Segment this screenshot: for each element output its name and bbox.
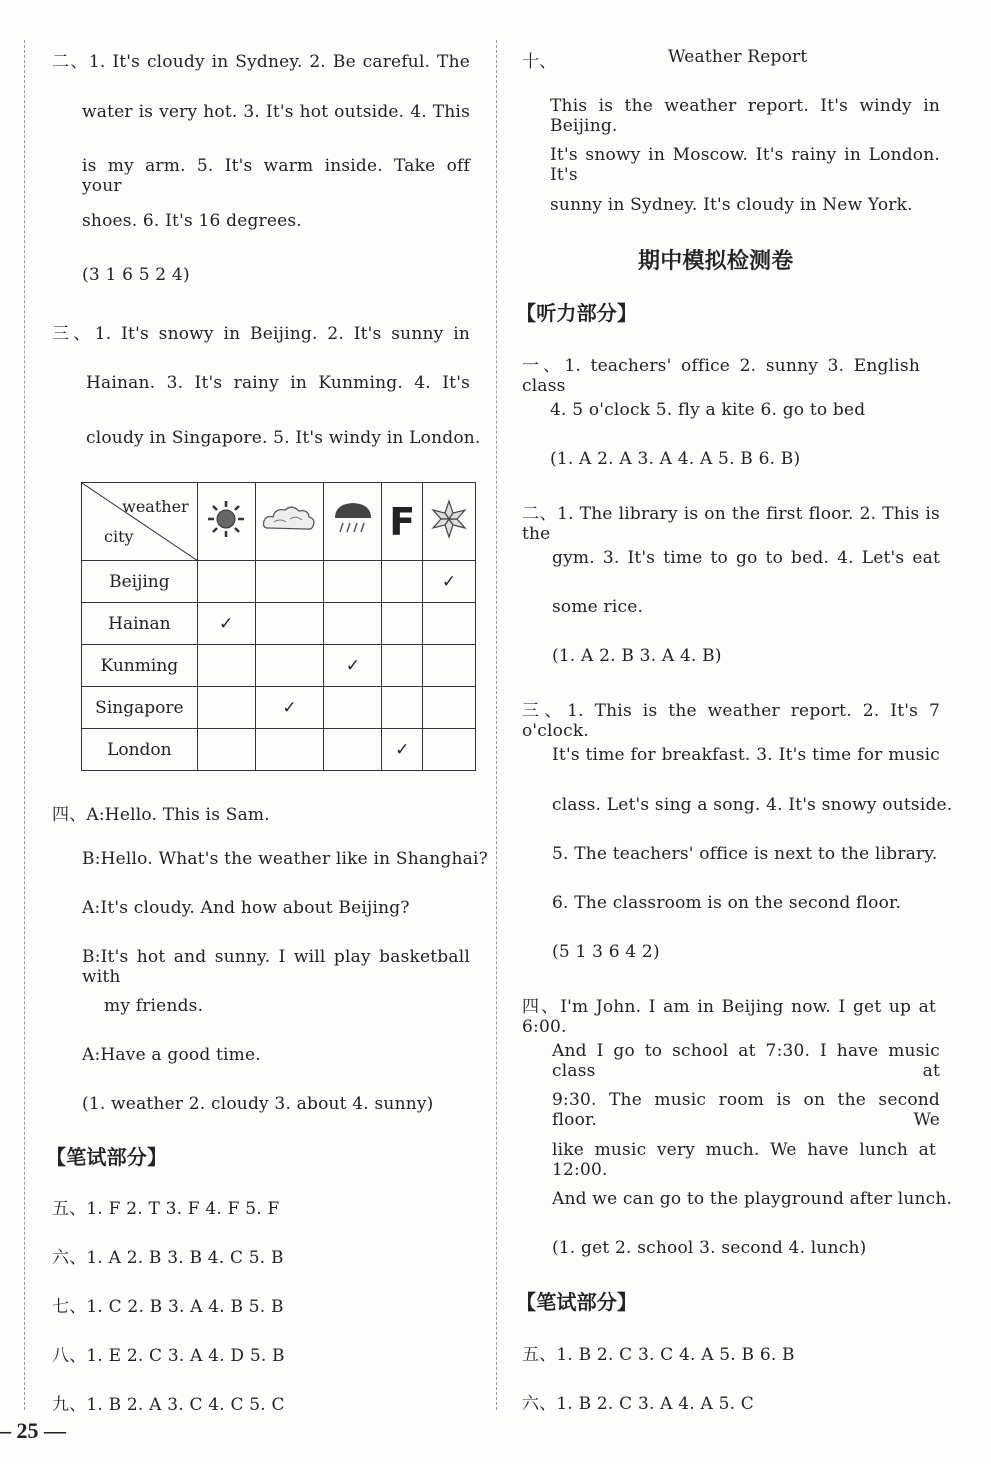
s10-line-3: sunny in Sydney. It's cloudy in New York. (550, 195, 913, 215)
city-cell: Hainan (82, 603, 198, 645)
l4-line-3: 9:30. The music room is on the second floor. We (552, 1090, 940, 1130)
l2-answer: (1. A 2. B 3. A 4. B) (552, 646, 722, 666)
listening-section-header: 【听力部分】 (516, 301, 638, 325)
s2-line-4: shoes. 6. It's 16 degrees. (82, 211, 302, 231)
answer-line: 八、1. E 2. C 3. A 4. D 5. B (52, 1346, 285, 1366)
sunny-header (197, 483, 255, 561)
cloudy-header (255, 483, 324, 561)
rainy-icon (331, 498, 375, 540)
l2-line-1: 二、1. The library is on the first floor. 2. This is the (522, 504, 940, 544)
corner-city-label: city (104, 527, 134, 546)
written-section-header-left: 【笔试部分】 (46, 1145, 168, 1169)
table-row (82, 687, 476, 729)
table-row (82, 645, 476, 687)
s10-line-2: It's snowy in Moscow. It's rainy in London. It's (550, 145, 940, 185)
written-section-header-right: 【笔试部分】 (516, 1290, 638, 1314)
exam-title: 期中模拟检测卷 (638, 249, 794, 274)
city-cell: Singapore (82, 687, 198, 729)
windy-header (382, 483, 423, 561)
l3-line-3: class. Let's sing a song. 4. It's snowy outside. (552, 795, 953, 815)
table-corner (82, 483, 198, 561)
check-mark: ✓ (423, 561, 476, 603)
weather-table (81, 482, 476, 771)
l3-line-5: 6. The classroom is on the second floor. (552, 893, 902, 913)
s4-answer: (1. weather 2. cloudy 3. about 4. sunny) (82, 1094, 434, 1114)
answer-line: 五、1. F 2. T 3. F 4. F 5. F (52, 1199, 280, 1219)
l4-line-4: like music very much. We have lunch at 12:00. (552, 1140, 936, 1180)
windy-icon: F (389, 499, 416, 544)
answer-line: 六、1. B 2. C 3. A 4. A 5. C (522, 1394, 754, 1414)
answer-line: 六、1. A 2. B 3. B 4. C 5. B (52, 1248, 284, 1268)
snowy-header (423, 483, 476, 561)
l4-answer: (1. get 2. school 3. second 4. lunch) (552, 1238, 867, 1258)
l4-line-1: 四、I'm John. I am in Beijing now. I get up at 6:00. (522, 997, 936, 1037)
s10-title: Weather Report (668, 47, 808, 67)
page-number: – 25 — (0, 1418, 66, 1443)
l4-line-5: And we can go to the playground after lunch. (552, 1189, 953, 1209)
answer-line: 七、1. C 2. B 3. A 4. B 5. B (52, 1297, 284, 1317)
l1-line-1: 一、1. teachers' office 2. sunny 3. English class (522, 356, 920, 396)
s10-label: 十、 (522, 52, 557, 72)
answer-line: 九、1. B 2. A 3. C 4. C 5. C (52, 1395, 285, 1415)
city-cell: London (82, 729, 198, 771)
s10-line-1: This is the weather report. It's windy in Beijing. (550, 96, 940, 136)
table-row (82, 561, 476, 603)
cloudy-icon (260, 502, 318, 536)
s4-line-4: B:It's hot and sunny. I will play basketball with (82, 947, 470, 987)
l2-line-2: gym. 3. It's time to go to bed. 4. Let's eat (552, 548, 940, 568)
s4-line-2: B:Hello. What's the weather like in Shanghai? (82, 849, 488, 869)
sunny-icon (206, 499, 246, 539)
l3-line-2: It's time for breakfast. 3. It's time for music (552, 745, 940, 765)
s4-line-3: A:It's cloudy. And how about Beijing? (82, 898, 410, 918)
l3-line-1: 三、1. This is the weather report. 2. It's 7 o'clock. (522, 701, 940, 741)
l1-line-2: 4. 5 o'clock 5. fly a kite 6. go to bed (550, 400, 866, 420)
s3-line-1: 三、1. It's snowy in Beijing. 2. It's sunny in (52, 324, 470, 344)
check-mark: ✓ (324, 645, 382, 687)
l3-answer: (5 1 3 6 4 2) (552, 942, 660, 962)
table-row (82, 603, 476, 645)
s2-line-3: is my arm. 5. It's warm inside. Take off your (82, 156, 470, 196)
s3-line-2: Hainan. 3. It's rainy in Kunming. 4. It's (86, 373, 470, 393)
snowy-icon (429, 499, 469, 539)
s4-line-6: A:Have a good time. (82, 1045, 261, 1065)
l4-line-2: And I go to school at 7:30. I have music class at (552, 1041, 940, 1081)
l3-line-4: 5. The teachers' office is next to the library. (552, 844, 938, 864)
l1-answer: (1. A 2. A 3. A 4. A 5. B 6. B) (550, 449, 801, 469)
table-row (82, 729, 476, 771)
l2-line-3: some rice. (552, 597, 644, 617)
corner-weather-label: weather (122, 497, 189, 516)
s4-line-1: 四、A:Hello. This is Sam. (52, 805, 270, 825)
s4-line-5: my friends. (104, 996, 204, 1016)
s2-line-1: 二、1. It's cloudy in Sydney. 2. Be careful. The (52, 52, 470, 72)
check-mark: ✓ (382, 729, 423, 771)
check-mark: ✓ (197, 603, 255, 645)
s3-line-3: cloudy in Singapore. 5. It's windy in London. (86, 428, 481, 448)
s2-line-2: water is very hot. 3. It's hot outside. 4. This (82, 102, 470, 122)
city-cell: Kunming (82, 645, 198, 687)
rainy-header (324, 483, 382, 561)
column-divider (496, 40, 497, 1410)
left-margin-rule (24, 40, 25, 1410)
answer-line: 五、1. B 2. C 3. C 4. A 5. B 6. B (522, 1345, 795, 1365)
city-cell: Beijing (82, 561, 198, 603)
check-mark: ✓ (255, 687, 324, 729)
s2-answer: (3 1 6 5 2 4) (82, 265, 190, 285)
